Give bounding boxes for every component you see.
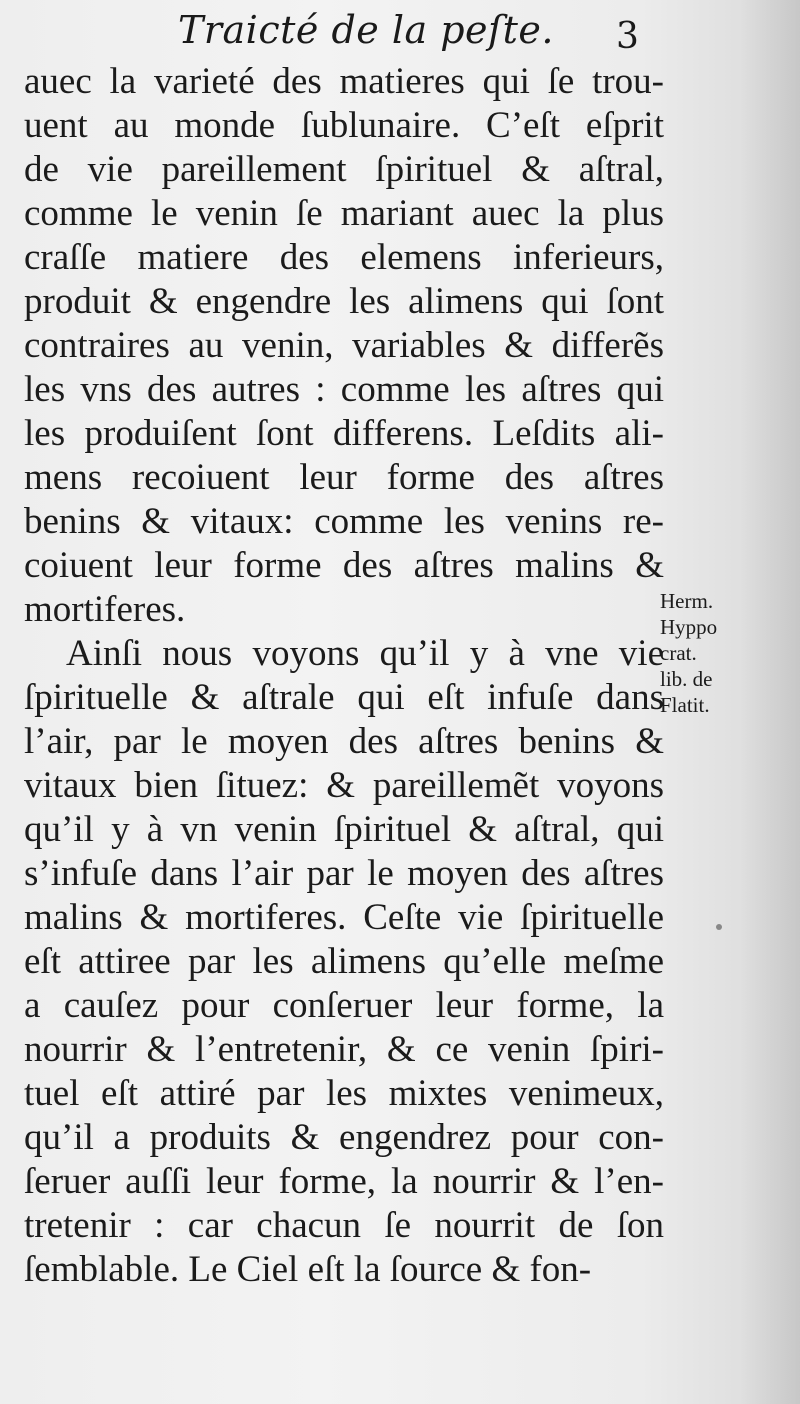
marginal-citation — [660, 588, 770, 718]
running-title: Traicté de la peſte. — [178, 8, 554, 52]
text-line: nourrir & l’entretenir, & ce venin ſpiri- — [24, 1029, 664, 1070]
text-line: les vns des autres : comme les aſtres qui — [24, 369, 664, 410]
margin-line: crat. — [660, 641, 697, 665]
text-line: vitaux bien ſituez: & pareillemẽt voyons — [24, 765, 664, 806]
page-number: 3 — [616, 16, 639, 57]
margin-line: Herm. — [660, 589, 714, 613]
text-line: les produiſent ſont differens. Leſdits ali- — [24, 413, 664, 454]
text-line: ſpirituelle & aſtrale qui eſt infuſe dans — [24, 677, 664, 718]
text-line: qu’il a produits & engendrez pour con- — [24, 1117, 664, 1158]
text-line: s’infuſe dans l’air par le moyen des aſtres — [24, 853, 664, 894]
body-text — [24, 60, 664, 1292]
margin-line: Hyppo — [660, 615, 718, 639]
text-line: contraires au venin, variables & differẽs — [24, 325, 664, 366]
text-line: tuel eſt attiré par les mixtes venimeux, — [24, 1073, 664, 1114]
text-line: ſemblable. Le Ciel eſt la ſource & fon- — [24, 1249, 592, 1290]
page-header — [0, 6, 660, 58]
text-line: coiuent leur forme des aſtres malins & — [24, 545, 664, 586]
text-line: l’air, par le moyen des aſtres benins & — [24, 721, 664, 762]
text-line: craſſe matiere des elemens inferieurs, — [24, 237, 664, 278]
text-line: uent au monde ſublunaire. C’eſt eſprit — [24, 105, 664, 146]
text-line: mortiferes. — [24, 589, 186, 630]
paper-blemish — [716, 924, 722, 930]
margin-line: lib. de — [660, 667, 713, 691]
text-line: comme le venin ſe mariant auec la plus — [24, 193, 664, 234]
text-line: auec la varieté des matieres qui ſe trou- — [24, 61, 664, 102]
text-line: malins & mortiferes. Ceſte vie ſpirituelle — [24, 897, 664, 938]
margin-line: Flatit. — [660, 693, 710, 717]
text-line: qu’il y à vn venin ſpirituel & aſtral, qui — [24, 809, 664, 850]
text-line: ſeruer auſſi leur forme, la nourrir & l’en- — [24, 1161, 664, 1202]
text-line: a cauſez pour conſeruer leur forme, la — [24, 985, 664, 1026]
text-line: tretenir : car chacun ſe nourrit de ſon — [24, 1205, 664, 1246]
text-line: produit & engendre les alimens qui ſont — [24, 281, 664, 322]
text-line: de vie pareillement ſpirituel & aſtral, — [24, 149, 664, 190]
text-line: benins & vitaux: comme les venins re- — [24, 501, 664, 542]
text-line: eſt attiree par les alimens qu’elle meſme — [24, 941, 664, 982]
text-line: mens recoiuent leur forme des aſtres — [24, 457, 664, 498]
paragraph-first-line: Ainſi nous voyons qu’il y à vne vie — [66, 633, 664, 674]
